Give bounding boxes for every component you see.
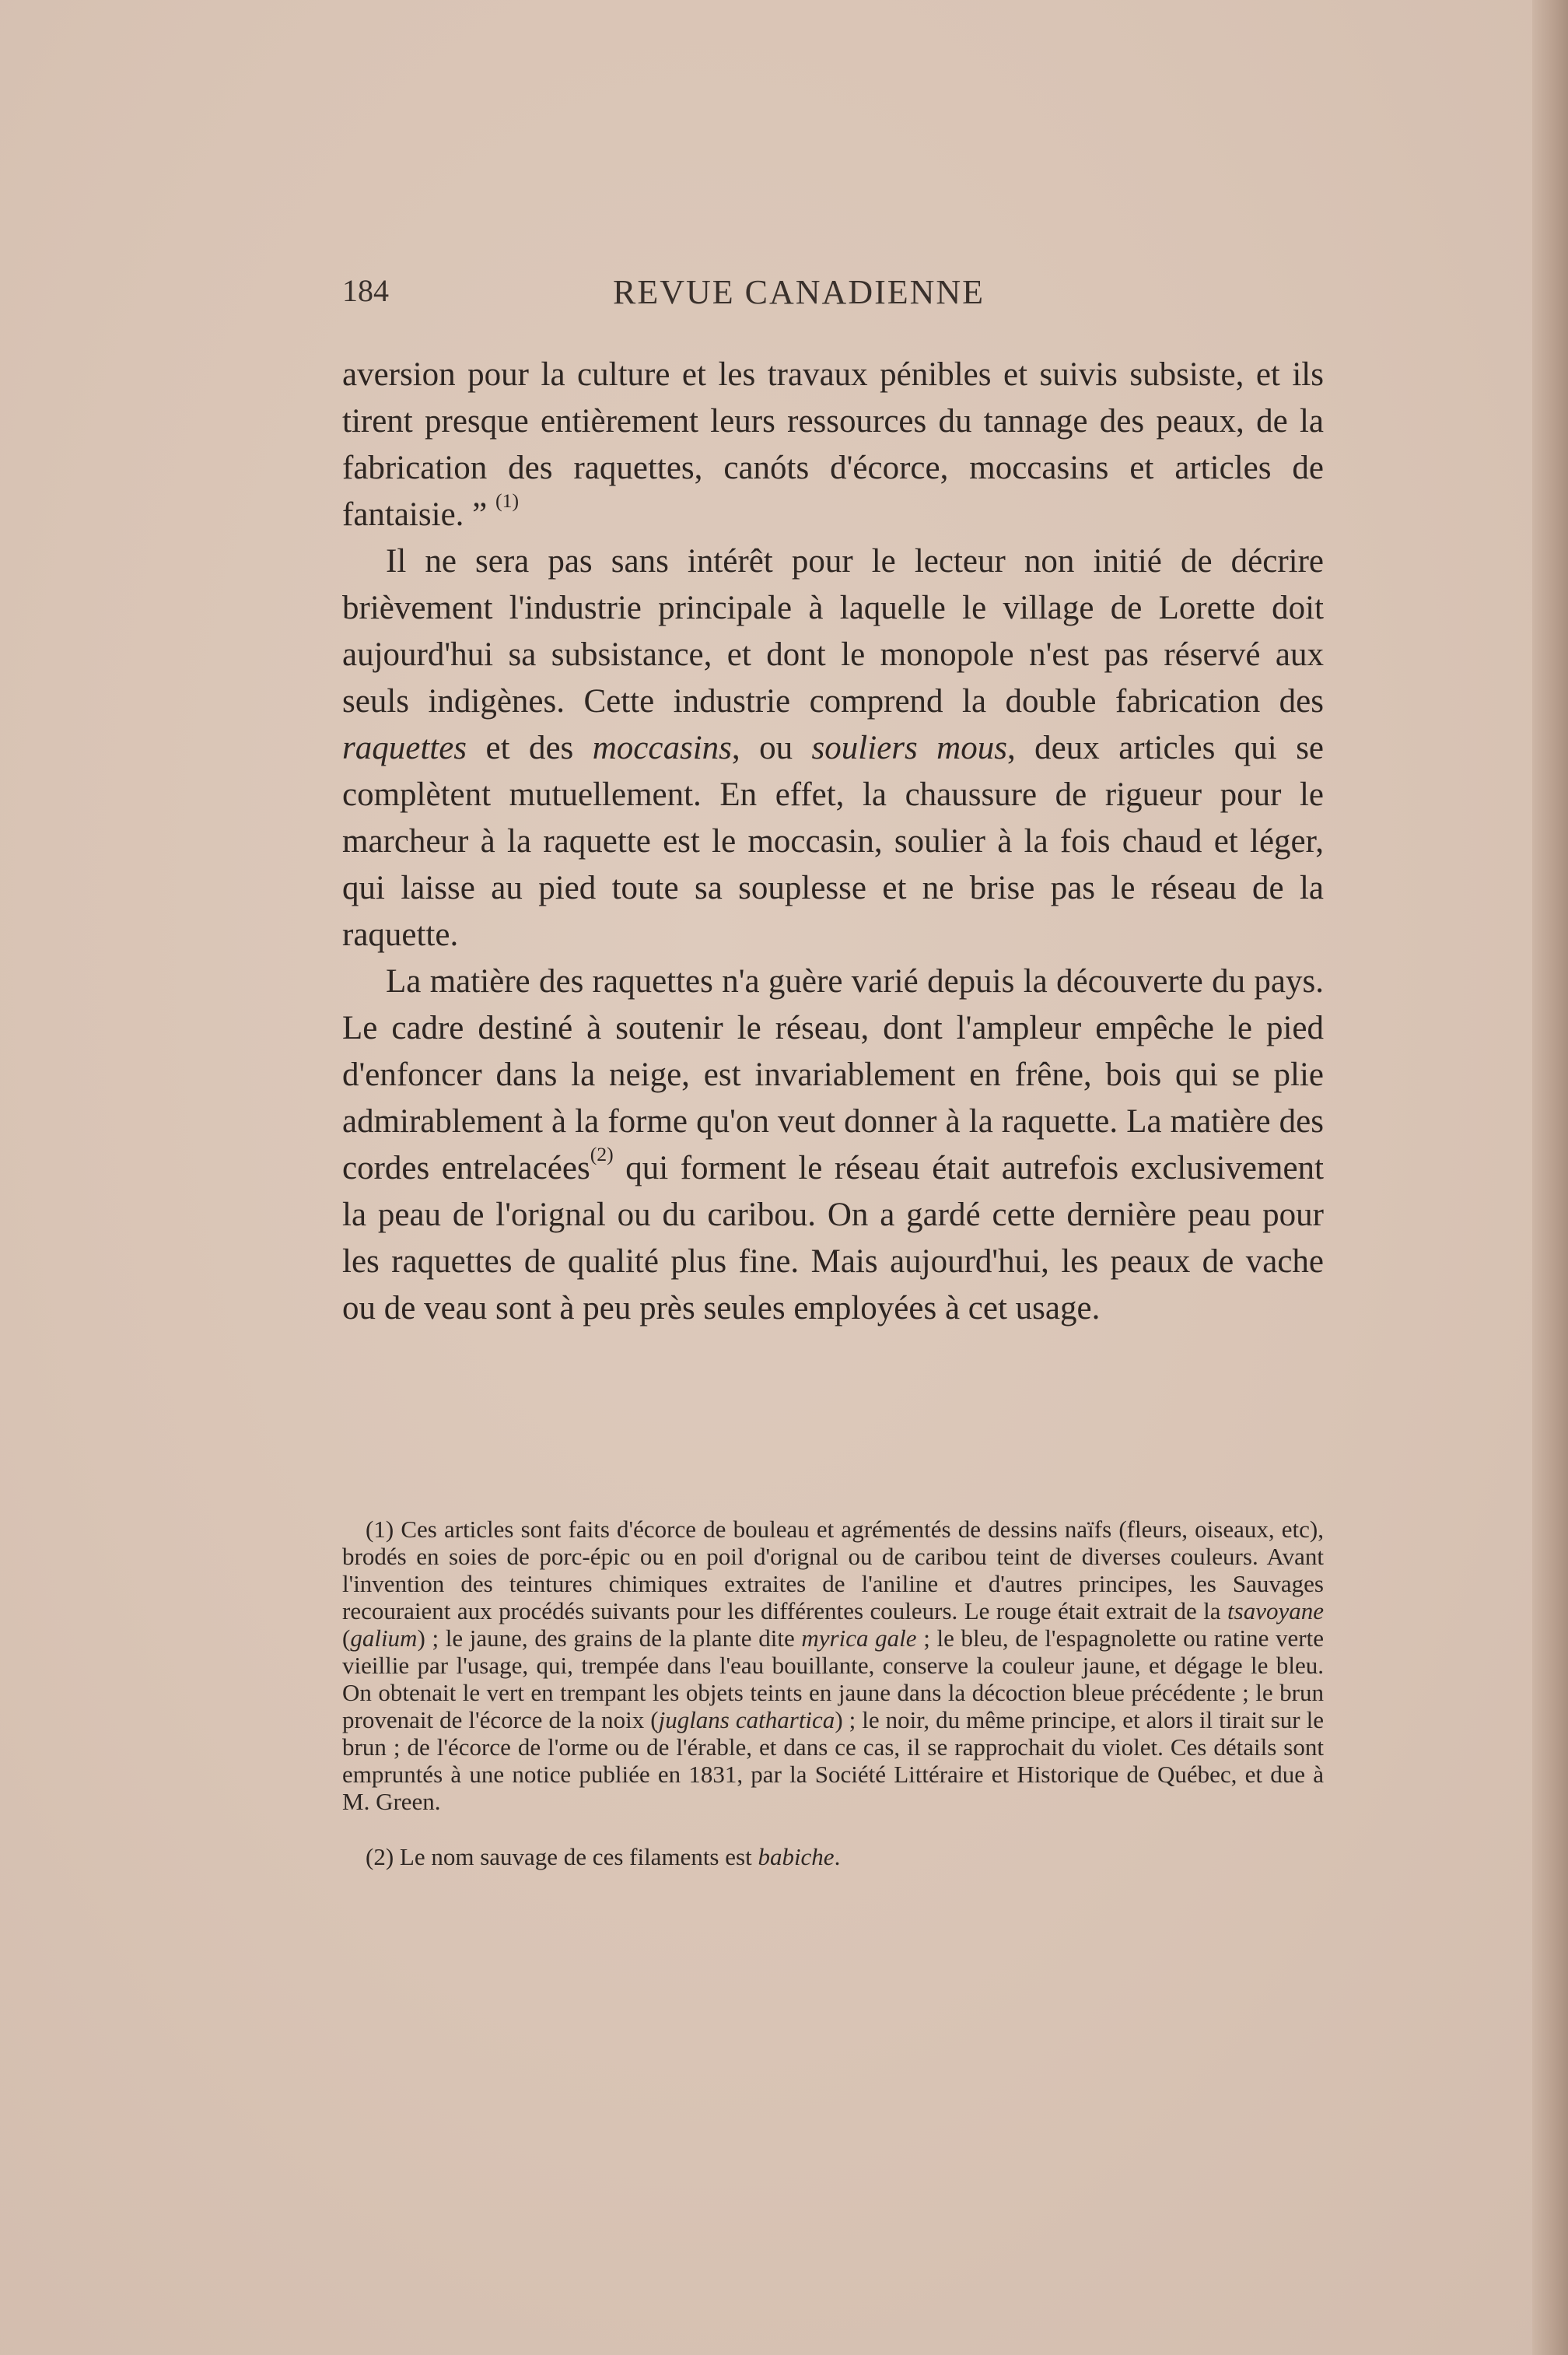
footnotes [342,1516,1324,1870]
paragraph-3: La matière des raquettes n'a guère varié depuis la découverte du pays. Le cadre destiné à soutenir le réseau, dont l'ampleur empêche le pied d'enfoncer dans la neige, est invariablement en frêne, bois qui se plie admirablement à la forme qu'on veut donner à la raquette. La matière des cordes entrelacées$^{(2)}$ qui forment le réseau était autrefois exclusivement la peau de l'orignal ou du caribou. On a gardé cette dernière peau pour les raquettes de qualité plus fine. Mais aujourd'hui, les peaux de vache ou de veau sont à peu près seules employées à cet usage. [342,963,1324,1326]
page-number: 184 [342,273,389,308]
footnote-ref-1: (1) [495,489,520,512]
paragraph-1: aversion pour la culture et les travaux pénibles et suivis subsiste, et ils tirent presque entièrement leurs ressources du tannage des peaux, de la fabrication des raquettes, canóts d'écorce, moccasins et articles de fantaisie. ” $^{(1)}$ [342,356,1324,533]
page-header [342,272,1058,319]
footnote-1: (1) Ces articles sont faits d'écorce de bouleau et agrémentés de dessins naïfs (fleurs, oiseaux, etc), brodés en soies de porc-épic ou en poil d'orignal ou de caribou teint de diverses couleurs. Avant l'invention des teintures chimiques extraites de l'aniline et d'autres principes, les Sauvages recouraient aux procédés suivants pour les différentes couleurs. Le rouge était extrait de la tsavoyane (galium) ; le jaune, des grains de la plante dite myrica gale ; le bleu, de l'espagnolette ou ratine verte vieillie par l'usage, qui, trempée dans l'eau bouillante, conserve la couleur jaune, et dégage le bleu. On obtenait le vert en trempant les objets teints en jaune dans la décoction bleue précédente ; le brun provenait de l'écorce de la noix (juglans cathartica) ; le noir, du même principe, et alors il tirait sur le brun ; de l'écorce de l'orme ou de l'érable, et dans ce cas, il se rapprochait du violet. Ces détails sont empruntés à une notice publiée en 1831, par la Société Littéraire et Historique de Québec, et due à M. Green. [342,1516,1325,1815]
footnote-2: (2) Le nom sauvage de ces filaments est babiche. [366,1843,841,1870]
page-edge-shadow [1532,0,1568,2355]
footnote-ref-2: (2) [590,1142,614,1165]
body-text [342,352,1324,1332]
paragraph-2: Il ne sera pas sans intérêt pour le lecteur non initié de décrire brièvement l'industrie principale à laquelle le village de Lorette doit aujourd'hui sa subsistance, et dont le monopole n'est pas réservé aux seuls indigènes. Cette industrie comprend la double fabrication des raquettes et des moccasins, ou souliers mous, deux articles qui se complètent mutuellement. En effet, la chaussure de rigueur pour le marcheur à la raquette est le moccasin, soulier à la fois chaud et léger, qui laisse au pied toute sa souplesse et ne brise pas le réseau de la raquette. [342,543,1325,953]
running-title: REVUE CANADIENNE [613,273,985,311]
